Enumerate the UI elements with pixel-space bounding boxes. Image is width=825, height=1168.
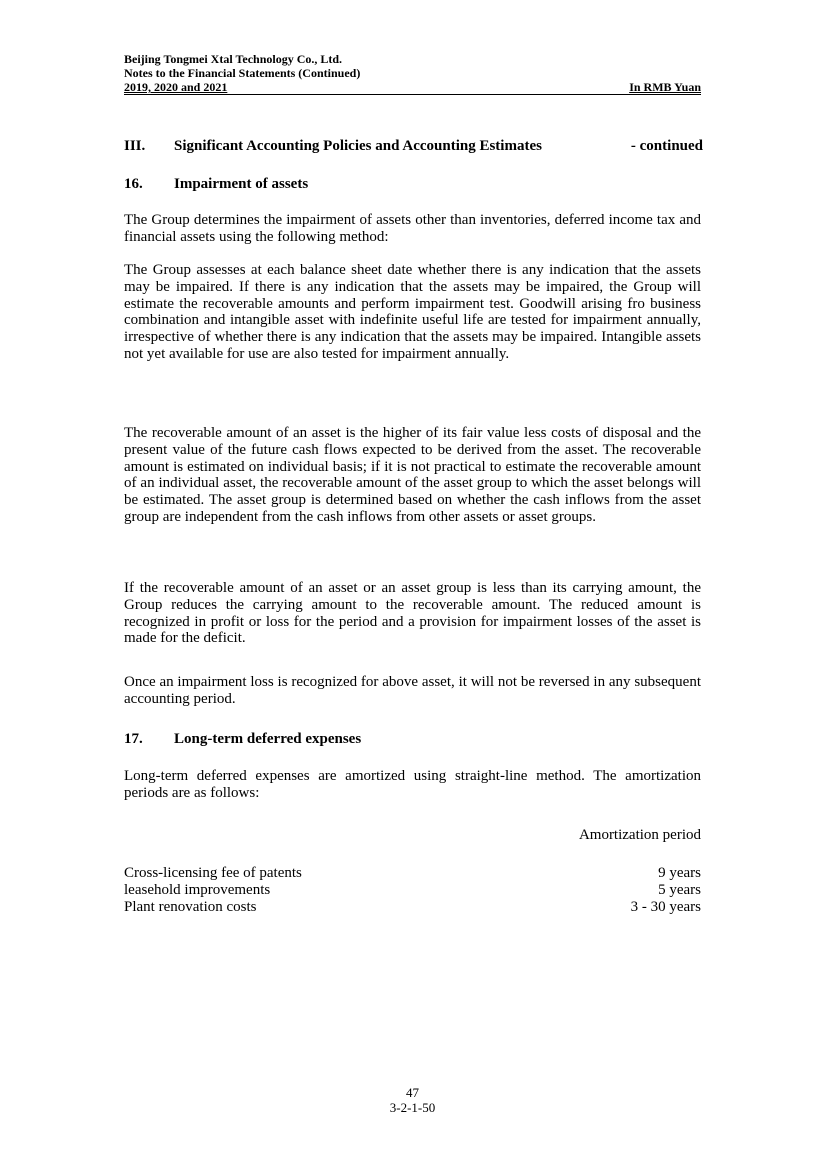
paragraph-16-3: The recoverable amount of an asset is the higher of its fair value less costs of disposal and the present value of the future cash flows expected to be derived from the asset. The recoverable amount is estimated on individual basis; if it is not practical to estimate the recoverable amount of an individual asset, the recoverable amount of the asset group to which the asset belongs will be estimated. The asset group is determined based on whether the cash inflows from the asset group are independent from the cash inflows from other assets or asset groups. [124,425,701,525]
row-item: leasehold improvements [124,882,271,898]
page-footer [0,1085,825,1115]
subsection-17-title: Long-term deferred expenses [174,731,362,747]
paragraph-16-5: Once an impairment loss is recognized for above asset, it will not be reversed in any subsequent accounting period. [124,674,701,707]
section-continued: - continued [630,138,703,154]
table-row [124,882,701,899]
document-header [124,52,701,95]
subsection-17-heading [124,731,361,748]
paragraph-16-4: If the recoverable amount of an asset or an asset group is less than its carrying amount, the Group reduces the carrying amount to the recoverable amount. The reduced amount is recognized in profit or loss for the period and a provision for impairment losses of the asset is made for the deficit. [124,580,701,647]
section-number: III. [124,138,146,154]
reporting-years: 2019, 2020 and 2021 [124,80,228,94]
table-row [124,865,701,882]
company-name: Beijing Tongmei Xtal Technology Co., Ltd. [124,52,343,66]
amortization-period-header: Amortization period [578,827,701,843]
row-period: 9 years [658,865,701,881]
subsection-16-number: 16. [124,176,143,192]
amortization-table [124,865,701,916]
page-reference: 3-2-1-50 [389,1100,436,1115]
header-period-row [124,80,701,95]
section-heading [124,138,703,155]
subsection-17-number: 17. [124,731,143,747]
table-row [124,899,701,916]
document-subtitle: Notes to the Financial Statements (Continued) [124,66,361,80]
subsection-16-heading [124,176,308,193]
section-title: Significant Accounting Policies and Accounting Estimates [174,138,542,154]
subsection-16-title: Impairment of assets [174,176,309,192]
row-period: 3 - 30 years [630,899,701,915]
row-item: Cross-licensing fee of patents [124,865,302,881]
row-period: 5 years [658,882,701,898]
page-number: 47 [406,1085,419,1100]
paragraph-16-1: The Group determines the impairment of assets other than inventories, deferred income tax and financial assets using the following method: [124,212,701,245]
currency-label: In RMB Yuan [629,80,701,94]
row-item: Plant renovation costs [124,899,257,915]
paragraph-16-2: The Group assesses at each balance sheet date whether there is any indication that the assets may be impaired. If there is any indication that the assets may be impaired, the Group will estimate the recoverable amounts and perform impairment test. Goodwill arising fro business combination and intangible asset with indefinite useful life are tested for impairment annually, irrespective of whether there is any indication that the assets may be impaired. Intangible assets not yet available for use are also tested for impairment annually. [124,262,701,362]
paragraph-17-intro: Long-term deferred expenses are amortized using straight-line method. The amortization periods are as follows: [124,768,701,801]
